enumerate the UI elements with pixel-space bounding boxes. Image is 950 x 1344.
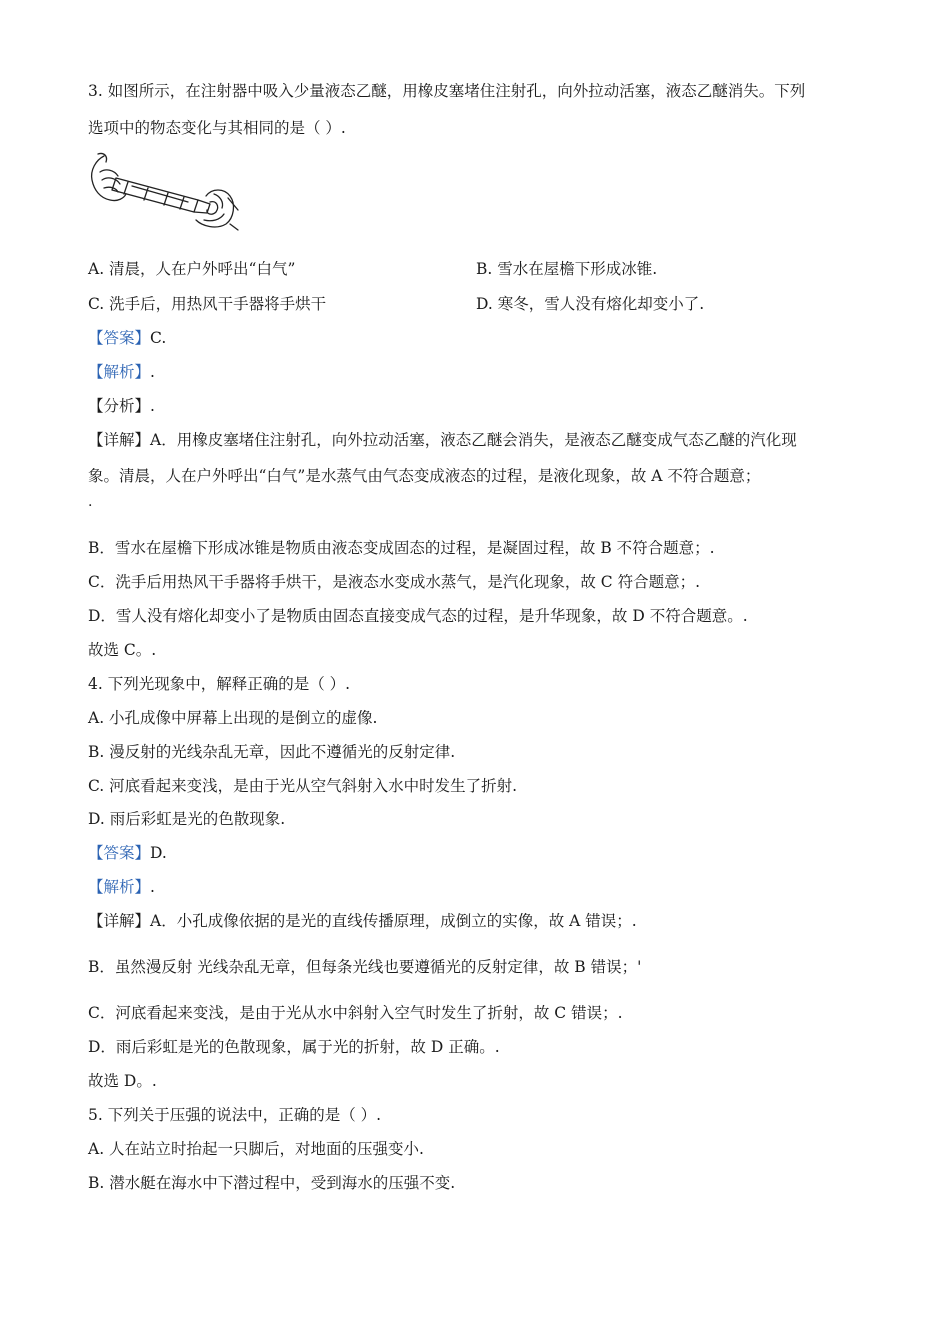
q5-option-b: B. 潜水艇在海水中下潜过程中，受到海水的压强不变. (88, 1174, 456, 1192)
answer-value: C. (150, 329, 167, 347)
answer-tag: 【答案】 (88, 844, 151, 862)
q4-detail-d: D．雨后彩虹是光的色散现象，属于光的折射，故 D 正确。. (88, 1038, 500, 1056)
q3-detail-line1: 【详解】A．用橡皮塞堵住注射孔，向外拉动活塞，液态乙醚会消失，是液态乙醚变成气态乙醚的汽化现 (88, 431, 797, 449)
q3-option-d: D. 寒冬，雪人没有熔化却变小了. (476, 295, 705, 313)
q3-stem-line2: 选项中的物态变化与其相同的是（ ）. (88, 119, 346, 137)
q4-detail-a: 【详解】A．小孔成像依据的是光的直线传播原理，成倒立的实像，故 A 错误；. (88, 912, 637, 930)
q3-answer (88, 328, 166, 348)
q3-detail-b: B．雪水在屋檐下形成冰锥是物质由液态变成固态的过程，是凝固过程，故 B 不符合题意；. (88, 539, 715, 557)
q5-option-a: A. 人在站立时抬起一只脚后，对地面的压强变小. (88, 1140, 424, 1158)
q5-stem: 5. 下列关于压强的说法中，正确的是（ ）. (88, 1106, 382, 1124)
q3-option-b: B. 雪水在屋檐下形成冰锥. (476, 260, 658, 278)
q3-analysis (88, 362, 155, 382)
q4-option-c: C. 河底看起来变浅，是由于光从空气斜射入水中时发生了折射. (88, 777, 518, 795)
analysis-value: . (150, 363, 155, 381)
q4-detail-b: B．虽然漫反射 光线杂乱无章，但每条光线也要遵循光的反射定律，故 B 错误；' (88, 958, 642, 976)
q4-option-b: B. 漫反射的光线杂乱无章，因此不遵循光的反射定律. (88, 743, 456, 761)
syringe-figure (88, 150, 240, 234)
q4-option-d: D. 雨后彩虹是光的色散现象. (88, 810, 286, 828)
q3-option-a: A. 清晨，人在户外呼出“白气” (88, 260, 296, 278)
answer-value: D. (150, 844, 167, 862)
q4-analysis (88, 877, 155, 897)
q3-detail-c: C．洗手后用热风干手器将手烘干，是液态水变成水蒸气，是汽化现象，故 C 符合题意；. (88, 573, 701, 591)
q3-option-c: C. 洗手后，用热风干手器将手烘干 (88, 295, 327, 313)
q3-stem-line1: 3. 如图所示，在注射器中吸入少量液态乙醚，用橡皮塞堵住注射孔，向外拉动活塞，液态乙醚消失。下列 (88, 82, 806, 100)
q4-stem: 4. 下列光现象中，解释正确的是（ ）. (88, 675, 351, 693)
analysis-tag: 【解析】 (88, 363, 151, 381)
q3-detail-d: D．雪人没有熔化却变小了是物质由固态直接变成气态的过程，是升华现象，故 D 不符合题意。. (88, 607, 748, 625)
q3-detail-line2: 象。清晨，人在户外呼出“白气”是水蒸气由气态变成液态的过程，是液化现象，故 A 不符合题意； (88, 467, 761, 485)
analysis-value: . (150, 878, 155, 896)
q4-conclusion: 故选 D。. (88, 1072, 157, 1090)
q3-detail-line3: . (88, 494, 93, 510)
q3-conclusion: 故选 C。. (88, 641, 157, 659)
q4-answer (88, 843, 167, 863)
analysis-tag: 【解析】 (88, 878, 151, 896)
q3-fenxi: 【分析】. (88, 397, 155, 415)
answer-tag: 【答案】 (88, 329, 151, 347)
q4-detail-c: C．河底看起来变浅，是由于光从水中斜射入空气时发生了折射，故 C 错误；. (88, 1004, 623, 1022)
q4-option-a: A. 小孔成像中屏幕上出现的是倒立的虚像. (88, 709, 378, 727)
